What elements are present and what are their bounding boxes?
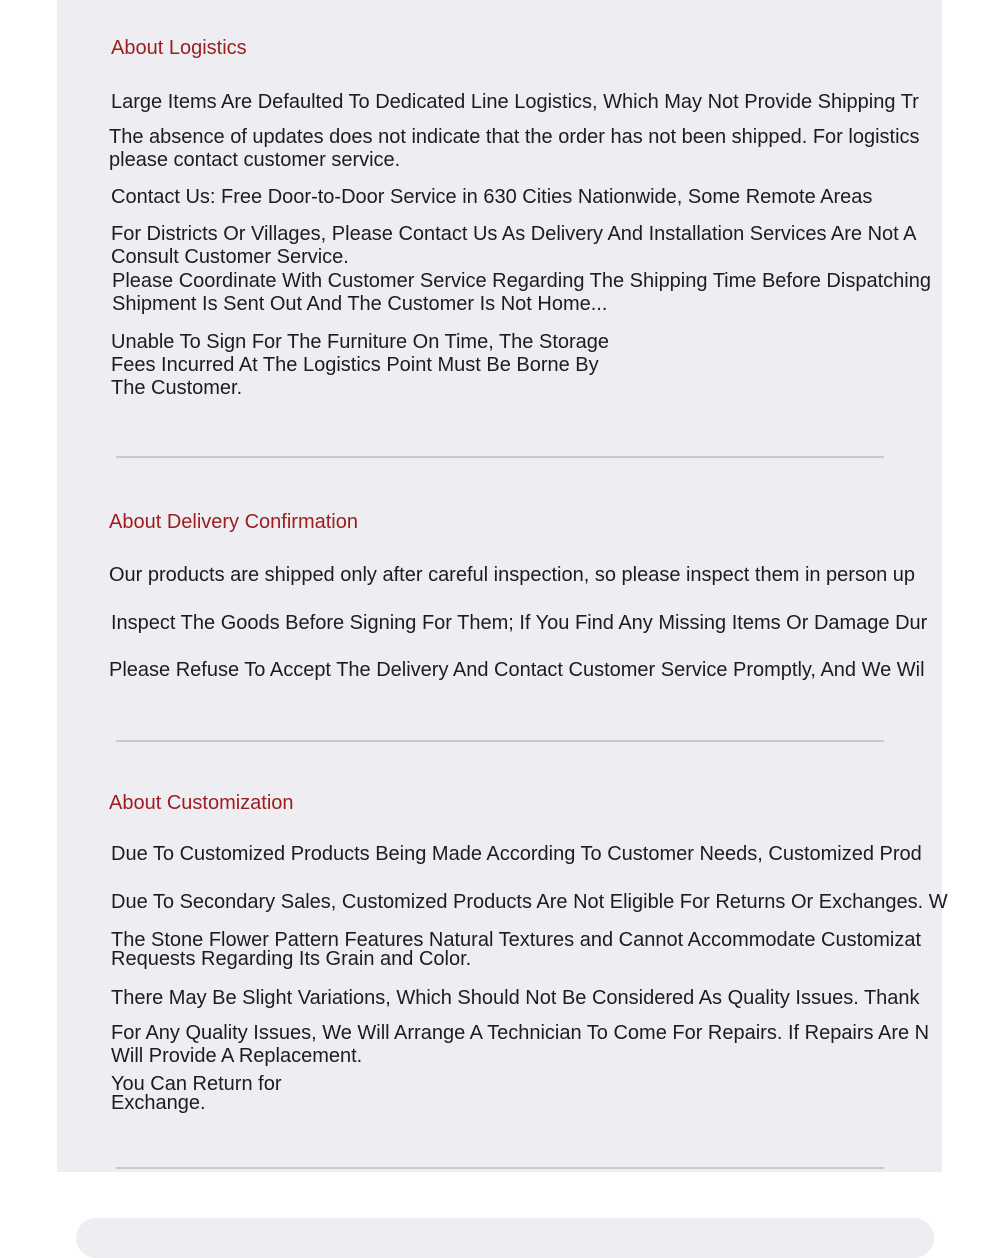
logistics-paragraph-5-line-2: Shipment Is Sent Out And The Customer Is Not Home... [112, 293, 608, 315]
section-divider [116, 1167, 884, 1169]
section-divider [116, 740, 884, 742]
delivery-heading: About Delivery Confirmation [109, 511, 358, 533]
customization-paragraph-4: There May Be Slight Variations, Which Should Not Be Considered As Quality Issues. Thank [111, 987, 920, 1009]
logistics-paragraph-6-line-2: Fees Incurred At The Logistics Point Must Be Borne By [111, 354, 599, 376]
logistics-paragraph-5-line-1: Please Coordinate With Customer Service Regarding The Shipping Time Before Dispatching [112, 270, 931, 292]
logistics-paragraph-1: Large Items Are Defaulted To Dedicated Line Logistics, Which May Not Provide Shipping Tr [111, 91, 919, 113]
customization-paragraph-3-line-1: The Stone Flower Pattern Features Natural Textures and Cannot Accommodate Customizat [111, 929, 922, 951]
logistics-paragraph-2-line-1: The absence of updates does not indicate that the order has not been shipped. For logistics [109, 126, 920, 148]
customization-paragraph-2: Due To Secondary Sales, Customized Products Are Not Eligible For Returns Or Exchanges. W [111, 891, 948, 913]
next-section-card [76, 1218, 934, 1258]
delivery-paragraph-2: Inspect The Goods Before Signing For Them; If You Find Any Missing Items Or Damage Dur [111, 612, 928, 634]
logistics-paragraph-6-line-3: The Customer. [111, 377, 243, 399]
customization-paragraph-5-line-1: For Any Quality Issues, We Will Arrange A Technician To Come For Repairs. If Repairs Are N [111, 1022, 930, 1044]
section-divider [116, 456, 884, 458]
customization-paragraph-3-line-2: Requests Regarding Its Grain and Color. [111, 948, 472, 970]
delivery-paragraph-3: Please Refuse To Accept The Delivery And Contact Customer Service Promptly, And We Wil [109, 659, 925, 681]
logistics-paragraph-2-line-2: please contact customer service. [109, 149, 401, 171]
logistics-paragraph-3: Contact Us: Free Door-to-Door Service in 630 Cities Nationwide, Some Remote Areas [111, 186, 873, 208]
logistics-paragraph-4-line-2: Consult Customer Service. [111, 246, 349, 268]
customization-paragraph-5-line-2: Will Provide A Replacement. [111, 1045, 363, 1067]
customization-paragraph-6-line-1: You Can Return for [111, 1073, 282, 1095]
customization-paragraph-1: Due To Customized Products Being Made According To Customer Needs, Customized Prod [111, 843, 922, 865]
logistics-heading: About Logistics [111, 37, 247, 59]
customization-paragraph-6-line-2: Exchange. [111, 1092, 206, 1114]
logistics-paragraph-4-line-1: For Districts Or Villages, Please Contact Us As Delivery And Installation Services Are Not A [111, 223, 917, 245]
logistics-paragraph-6-line-1: Unable To Sign For The Furniture On Time, The Storage [111, 331, 610, 353]
delivery-paragraph-1: Our products are shipped only after careful inspection, so please inspect them in person up [109, 564, 916, 586]
customization-heading: About Customization [109, 792, 294, 814]
